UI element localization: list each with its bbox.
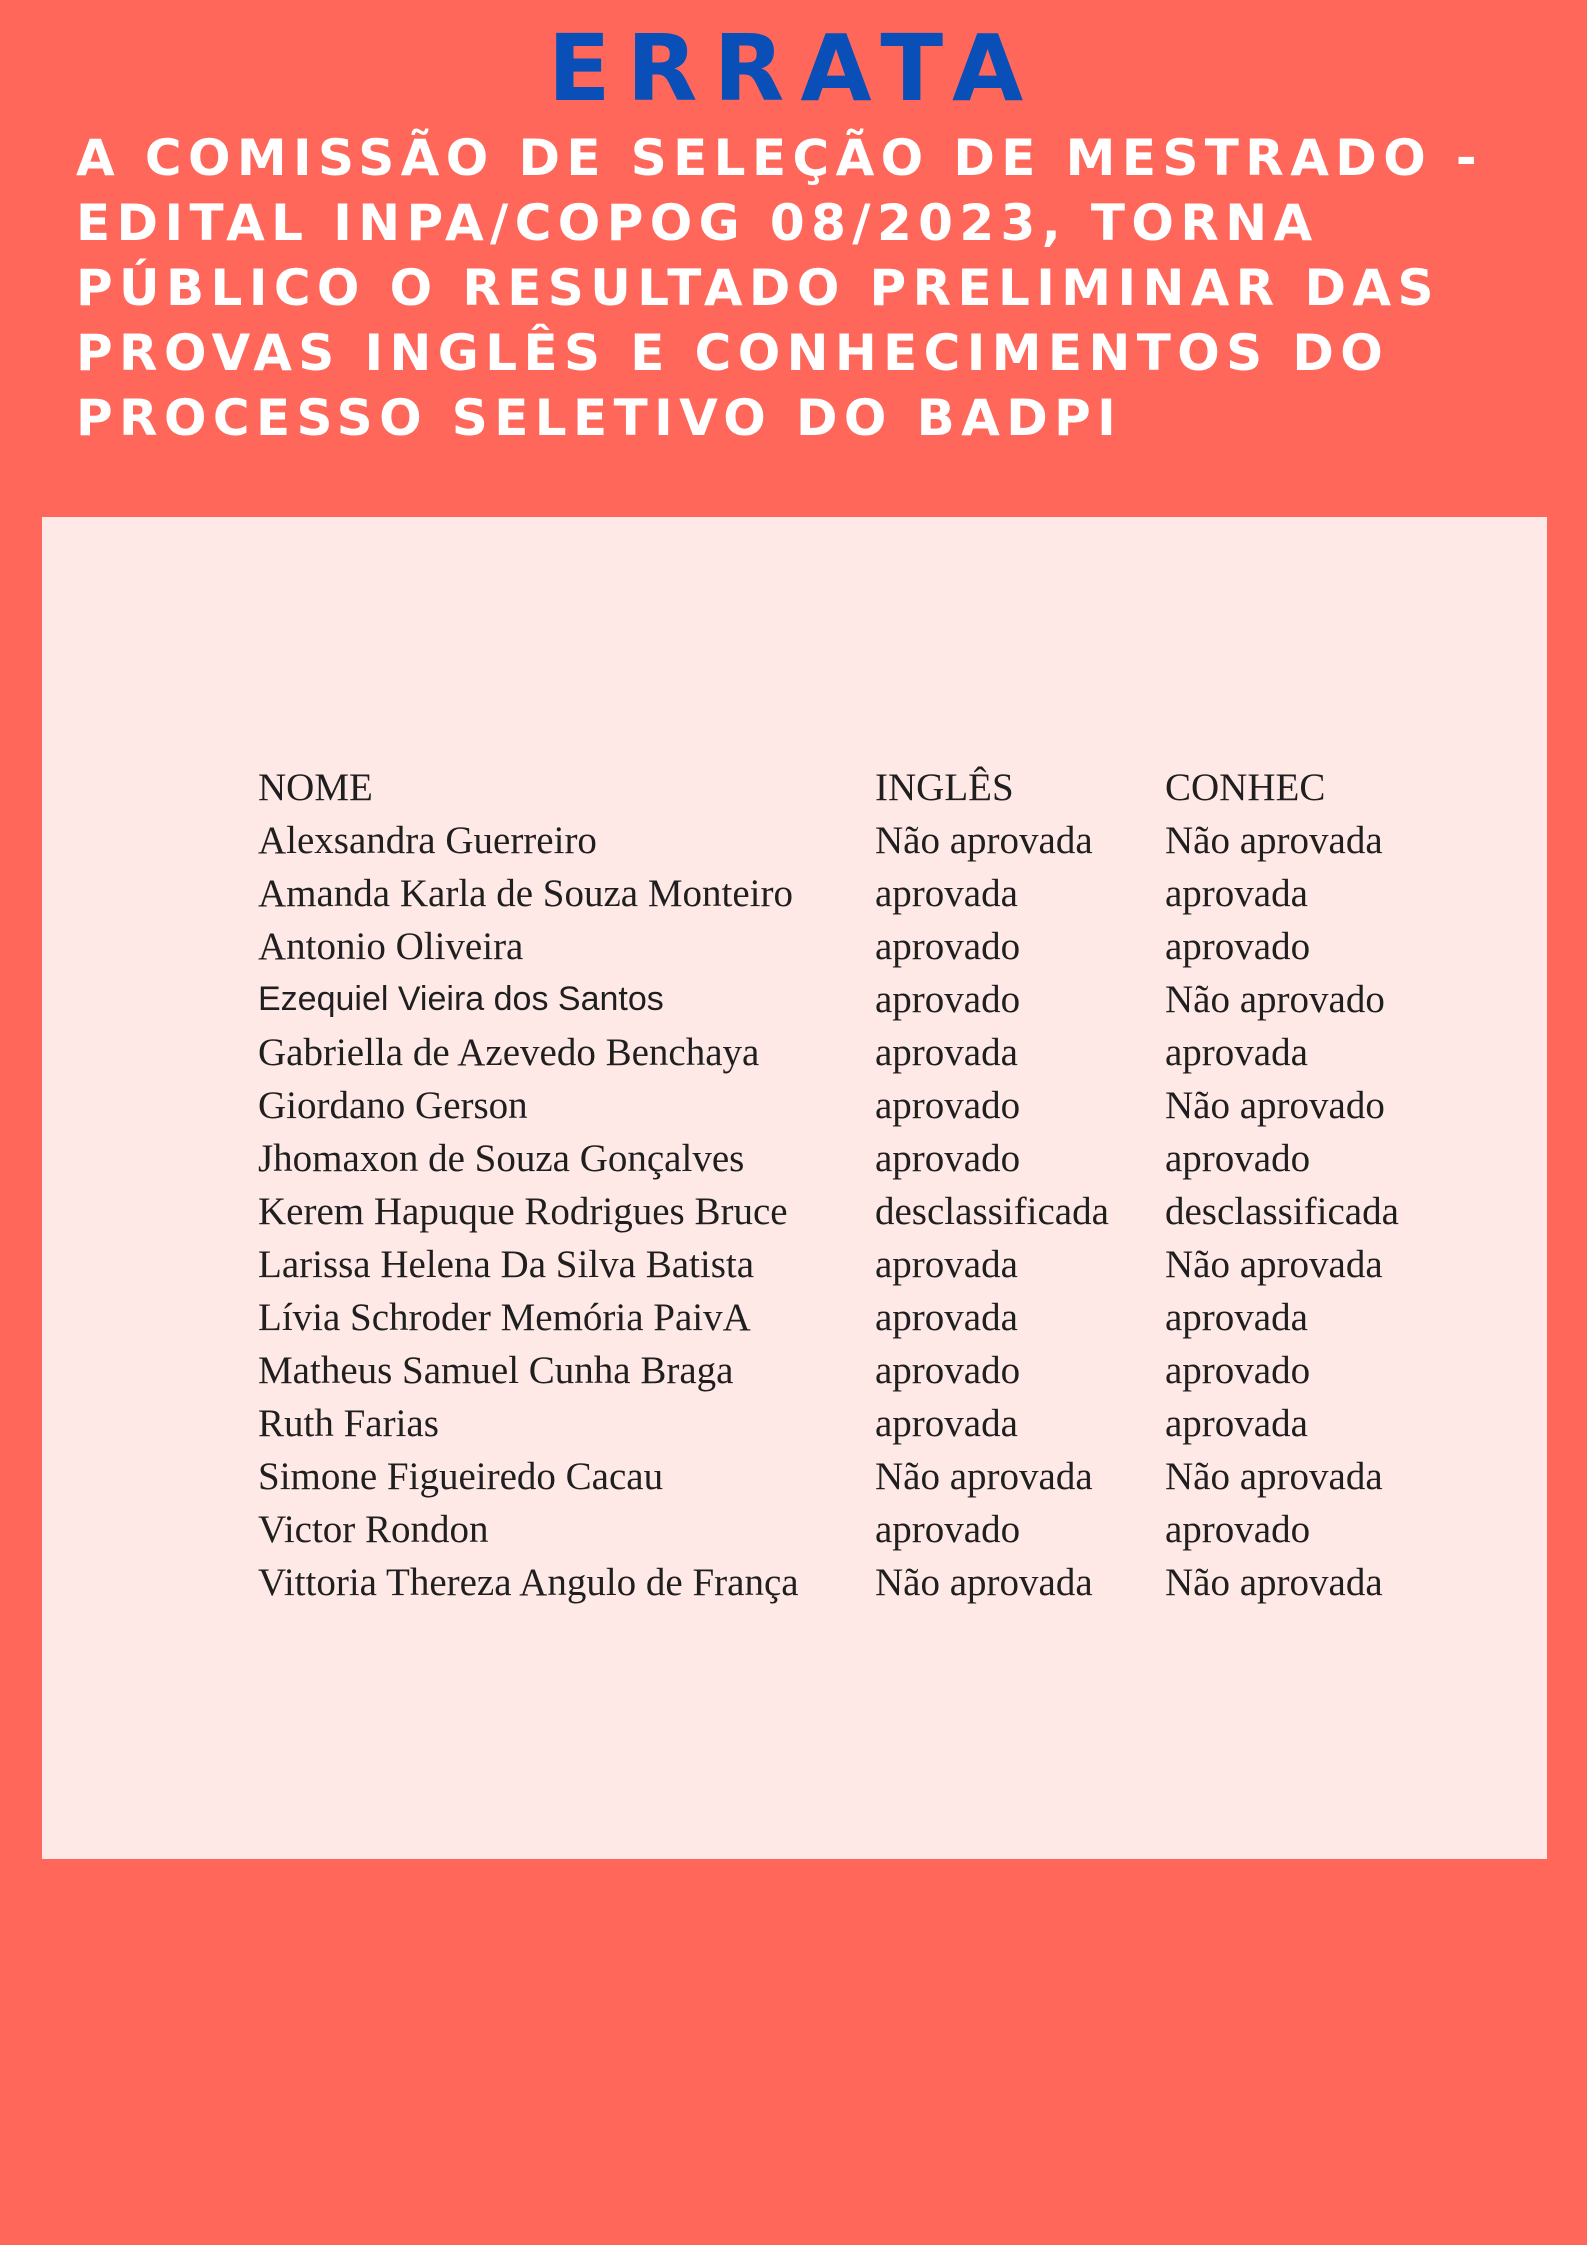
ingles-result: aprovada [875, 1296, 1018, 1339]
ingles-result: aprovado [875, 1084, 1021, 1127]
table-row [258, 1026, 1455, 1079]
candidate-name: Lívia Schroder Memória PaivA [258, 1296, 751, 1339]
conhec-result: Não aprovado [1165, 1084, 1385, 1127]
candidate-name: Alexsandra Guerreiro [258, 819, 597, 862]
table-row [258, 814, 1455, 867]
ingles-result: Não aprovada [875, 819, 1093, 862]
conhec-result: desclassificada [1165, 1190, 1399, 1233]
table-header-row [258, 761, 1455, 814]
candidate-name: Antonio Oliveira [258, 925, 524, 968]
table-row [258, 1185, 1455, 1238]
candidate-name: Kerem Hapuque Rodrigues Bruce [258, 1190, 788, 1233]
table-row [258, 1503, 1455, 1556]
table-row [258, 1450, 1455, 1503]
table-row [258, 973, 1455, 1026]
candidate-name: Gabriella de Azevedo Benchaya [258, 1031, 760, 1074]
ingles-result: aprovado [875, 925, 1021, 968]
results-panel [42, 517, 1547, 1859]
ingles-result: Não aprovada [875, 1455, 1093, 1498]
ingles-result: aprovado [875, 1137, 1021, 1180]
table-row [258, 920, 1455, 973]
table-row [258, 1079, 1455, 1132]
results-table [258, 761, 1455, 1609]
conhec-result: Não aprovado [1165, 978, 1385, 1021]
conhec-result: Não aprovada [1165, 1561, 1383, 1604]
table-row [258, 1238, 1455, 1291]
column-header-nome: NOME [258, 766, 373, 809]
table-row [258, 1344, 1455, 1397]
conhec-result: Não aprovada [1165, 819, 1383, 862]
candidate-name: Ezequiel Vieira dos Santos [258, 980, 664, 1018]
table-row [258, 1397, 1455, 1450]
ingles-result: aprovada [875, 1243, 1018, 1286]
page-title: ERRATA [547, 15, 1040, 122]
ingles-result: aprovado [875, 1508, 1021, 1551]
ingles-result: aprovada [875, 1402, 1018, 1445]
candidate-name: Amanda Karla de Souza Monteiro [258, 872, 793, 915]
conhec-result: aprovado [1165, 925, 1311, 968]
conhec-result: Não aprovada [1165, 1455, 1383, 1498]
conhec-result: aprovada [1165, 1031, 1308, 1074]
column-header-conhec: CONHEC [1165, 766, 1326, 809]
conhec-result: aprovado [1165, 1508, 1311, 1551]
candidate-name: Jhomaxon de Souza Gonçalves [258, 1137, 745, 1180]
candidate-name: Larissa Helena Da Silva Batista [258, 1243, 755, 1286]
candidate-name: Simone Figueiredo Cacau [258, 1455, 664, 1498]
ingles-result: aprovado [875, 1349, 1021, 1392]
conhec-result: aprovado [1165, 1349, 1311, 1392]
table-row [258, 1132, 1455, 1185]
conhec-result: aprovada [1165, 1402, 1308, 1445]
candidate-name: Ruth Farias [258, 1402, 439, 1445]
candidate-name: Matheus Samuel Cunha Braga [258, 1349, 734, 1392]
candidate-name: Vittoria Thereza Angulo de França [258, 1561, 799, 1604]
candidate-name: Victor Rondon [258, 1508, 489, 1551]
conhec-result: aprovada [1165, 872, 1308, 915]
ingles-result: Não aprovada [875, 1561, 1093, 1604]
ingles-result: aprovado [875, 978, 1021, 1021]
ingles-result: desclassificada [875, 1190, 1109, 1233]
table-row [258, 1556, 1455, 1609]
conhec-result: aprovada [1165, 1296, 1308, 1339]
conhec-result: aprovado [1165, 1137, 1311, 1180]
table-row [258, 1291, 1455, 1344]
candidate-name: Giordano Gerson [258, 1084, 528, 1127]
ingles-result: aprovada [875, 872, 1018, 915]
announcement-subtitle: A COMISSÃO DE SELEÇÃO DE MESTRADO - EDITAL INPA/COPOG 08/2023, TORNA PÚBLICO O RESULTADO PRELIMINAR DAS PROVAS INGLÊS E CONHECIMENTOS DO PROCESSO SELETIVO DO BADPI [76, 129, 1484, 447]
ingles-result: aprovada [875, 1031, 1018, 1074]
column-header-ingles: INGLÊS [875, 766, 1014, 809]
conhec-result: Não aprovada [1165, 1243, 1383, 1286]
table-row [258, 867, 1455, 920]
